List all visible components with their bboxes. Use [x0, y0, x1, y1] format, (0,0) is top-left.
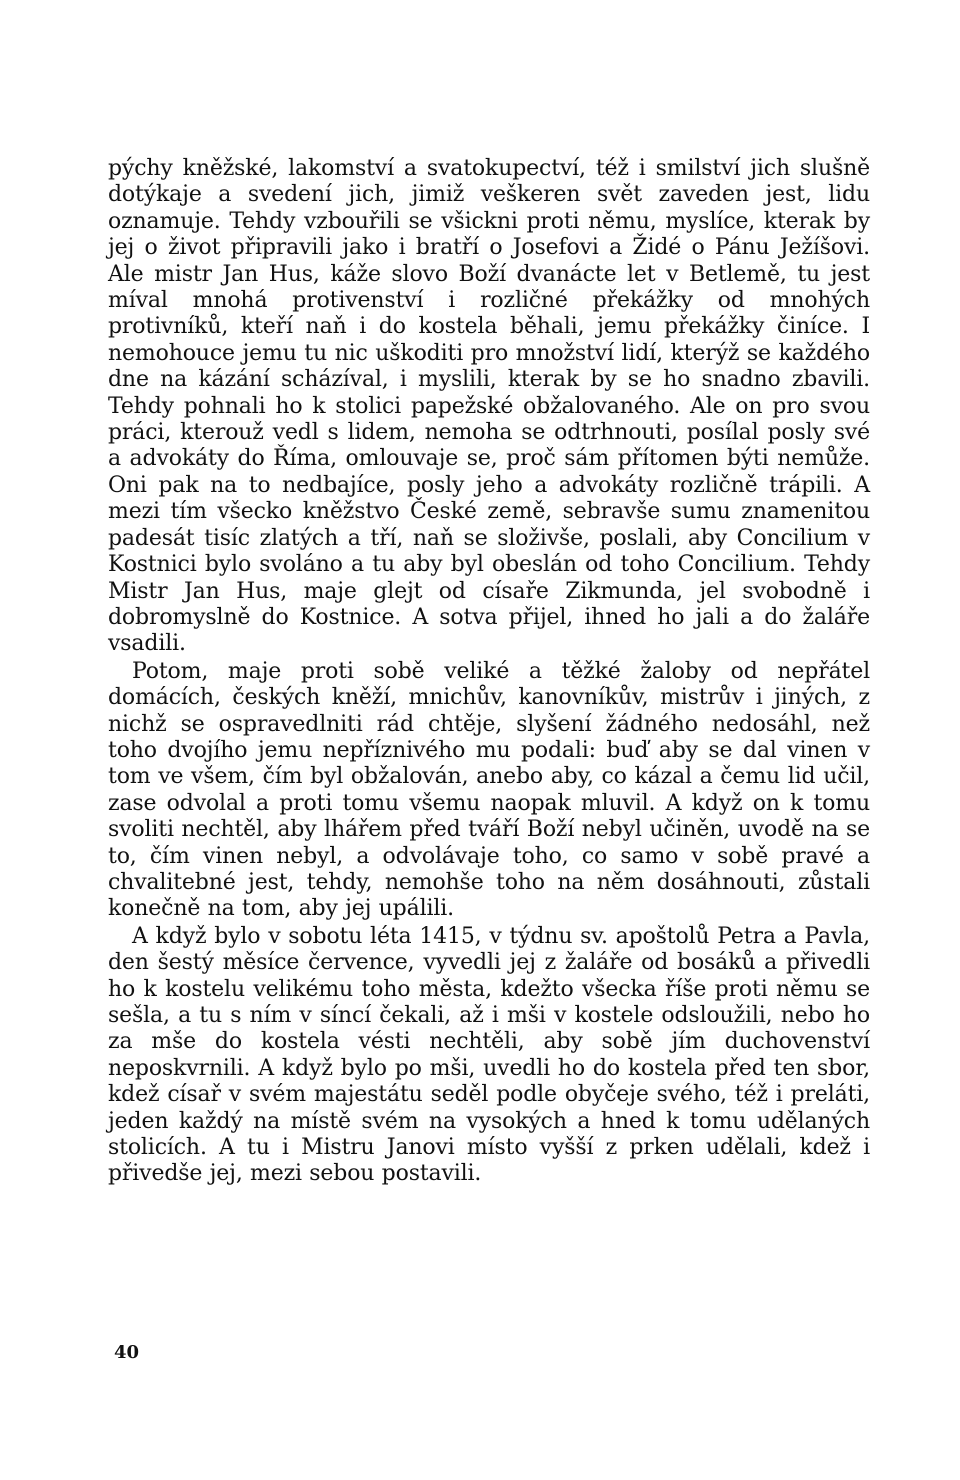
- page-body: [108, 156, 870, 1188]
- paragraph-3: A když bylo v sobotu léta 1415, v týdnu sv. apoštolů Petra a Pavla, den šestý měsíce července, vyvedli jej z žaláře od bosáků a přivedli ho k kostelu velikému toho města, kdežto všecka říše proti němu se sešla, a tu s ním v síncí čekali, až i mši v kostele odsloužili, nebo ho za mše do kostela vésti nechtěli, aby sobě jím duchovenství neposkvrnili. A když bylo po mši, uvedli ho do kostela před ten sbor, kdež císař v svém majestátu seděl podle obyčeje svého, též i preláti, jeden každý na místě svém na vysokých a hned k tomu udělaných stolicích. A tu i Mistru Janovi místo vyšší z prken udělali, kdež i přivedše jej, mezi sebou postavili.: [108, 923, 870, 1187]
- page-number: 40: [114, 1342, 140, 1363]
- paragraph-2: Potom, maje proti sobě veliké a těžké žaloby od nepřátel domácích, českých kněží, mnichův, kanovníkův, mistrův i jiných, z nichž se ospravedlniti rád chtěje, slyšení žádného nedosáhl, než toho dvojího jemu nepříznivého mu podali: buď aby se dal vinen v tom ve všem, čím byl obžalován, anebo aby, co kázal a čemu lid učil, zase odvolal a proti tomu všemu naopak mluvil. A když on k tomu svoliti nechtěl, aby lhářem před tváří Boží nebyl učiněn, uvodě na se to, čím vinen nebyl, a odvolávaje toho, co samo v sobě pravé a chvalitebné jest, tehdy, nemohše toho na něm dosáhnouti, zůstali konečně na tom, aby jej upálili.: [108, 658, 870, 922]
- paragraph-1: pýchy kněžské, lakomství a svatokupectví, též i smilství jich slušně dotýkaje a svedení jich, jimiž veškeren svět zaveden jest, lidu oznamuje. Tehdy vzbouřili se všickni proti němu, myslíce, kterak by jej o život připravili jako i bratří o Josefovi a Židé o Pánu Ježíšovi. Ale mistr Jan Hus, káže slovo Boží dvanácte let v Betlemě, tu jest míval mnohá protivenství i rozličné překážky od mnohých protivníků, kteří naň i do kostela běhali, jemu překážky činíce. I nemohouce jemu tu nic uškoditi pro množství lidí, kterýž se každého dne na kázání scházíval, i myslili, kterak by se ho snadno zbavili. Tehdy pohnali ho k stolici papežské obžalovaného. Ale on pro svou práci, kterouž vedl s lidem, nemoha se odtrhnouti, posílal posly své a advokáty do Říma, omlouvaje se, proč sám přítomen býti nemůže. Oni pak na to nedbajíce, posly jeho a advokáty rozličně trápili. A mezi tím všecko kněžstvo České země, sebravše sumu znamenitou padesát tisíc zlatých a tří, naň se složivše, poslali, aby Concilium v Kostnici bylo svoláno a tu aby byl obeslán od toho Concilium. Tehdy Mistr Jan Hus, maje glejt od císaře Zikmunda, jel svobodně i dobromyslně do Kostnice. A sotva přijel, ihned ho jali a do žaláře vsadili.: [108, 156, 870, 657]
